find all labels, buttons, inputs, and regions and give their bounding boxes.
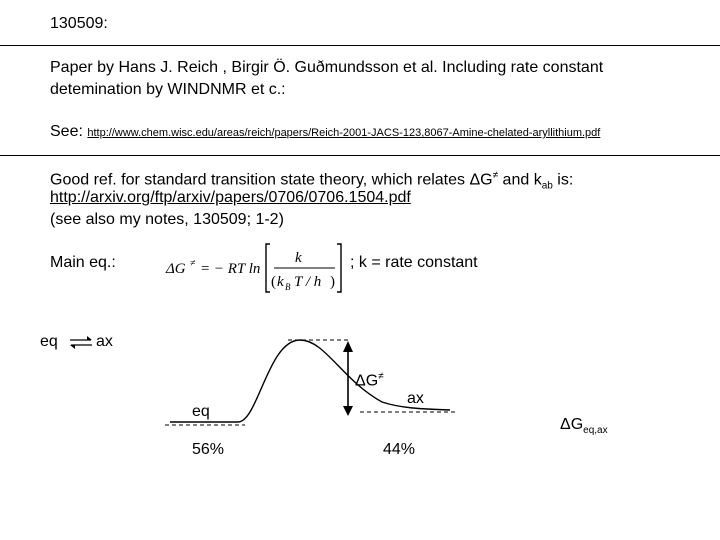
barrier-dg: ΔG [355,372,379,390]
diagram-eq-label: eq [192,403,210,420]
dg-eq-ax-main: ΔG [560,416,584,433]
dg-eq-ax-sub: eq,ax [583,425,608,437]
eq-denom-k: k [277,274,284,290]
eq-right-bracket [337,244,341,292]
eq-percent: 56% [192,441,225,458]
date-title: 130509: [50,15,108,32]
eq-suffix: ; k = rate constant [350,254,478,271]
dg-eq-ax [560,415,608,441]
eq-lhs-sup: ≠ [190,258,196,269]
eq-denom-close: ) [330,274,335,290]
main-equation [160,238,345,296]
eq-rhs: = − RT ln [200,261,261,277]
top-divider [0,45,720,46]
eq-denom-open: ( [271,274,276,290]
eq-lhs-dg: ΔG [166,261,186,277]
ref-url-line [50,188,411,208]
barrier-arrow-head-up [343,341,353,352]
paper-line-1: Paper by Hans J. Reich , Birgir Ö. Guðmundsson et al. Including rate constant [50,59,604,76]
ref-is: is: [552,171,574,189]
barrier-label [355,367,384,391]
ref-and: and k [498,171,542,189]
eq-numerator: k [295,250,302,266]
ref-dg-sup: ≠ [492,170,499,181]
equilibrium-ax: ax [96,333,113,350]
ref-notes: (see also my notes, 130509; 1-2) [50,211,284,228]
middle-divider [0,155,720,156]
barrier-sup: ≠ [378,371,384,382]
ax-percent: 44% [383,441,416,458]
barrier-arrow-head-down [343,406,353,416]
eq-denom-rest: T / h [294,274,322,290]
main-eq-label: Main eq.: [50,254,116,271]
see-row [50,122,600,143]
diagram-ax-label: ax [407,390,424,407]
paper-line-2: detemination by WINDNMR et c.: [50,81,286,98]
ref-dg: ΔG [469,171,493,189]
ref-text: Good ref. for standard transition state theory, which relates [50,171,470,189]
see-label: See: [50,123,83,140]
equilibrium-arrows [67,334,95,350]
ref-k-sub: ab [541,180,553,192]
eq-denom-b: B [285,282,291,292]
ref-url-link[interactable]: http://arxiv.org/ftp/arxiv/papers/0706/0706.1504.pdf [50,189,411,206]
energy-curve [170,340,450,422]
eq-left-bracket [266,244,270,292]
see-url-link[interactable]: http://www.chem.wisc.edu/areas/reich/papers/Reich-2001-JACS-123,8067-Amine-chelated-aryllithium.pdf [87,127,601,139]
equilibrium-eq: eq [40,333,58,350]
